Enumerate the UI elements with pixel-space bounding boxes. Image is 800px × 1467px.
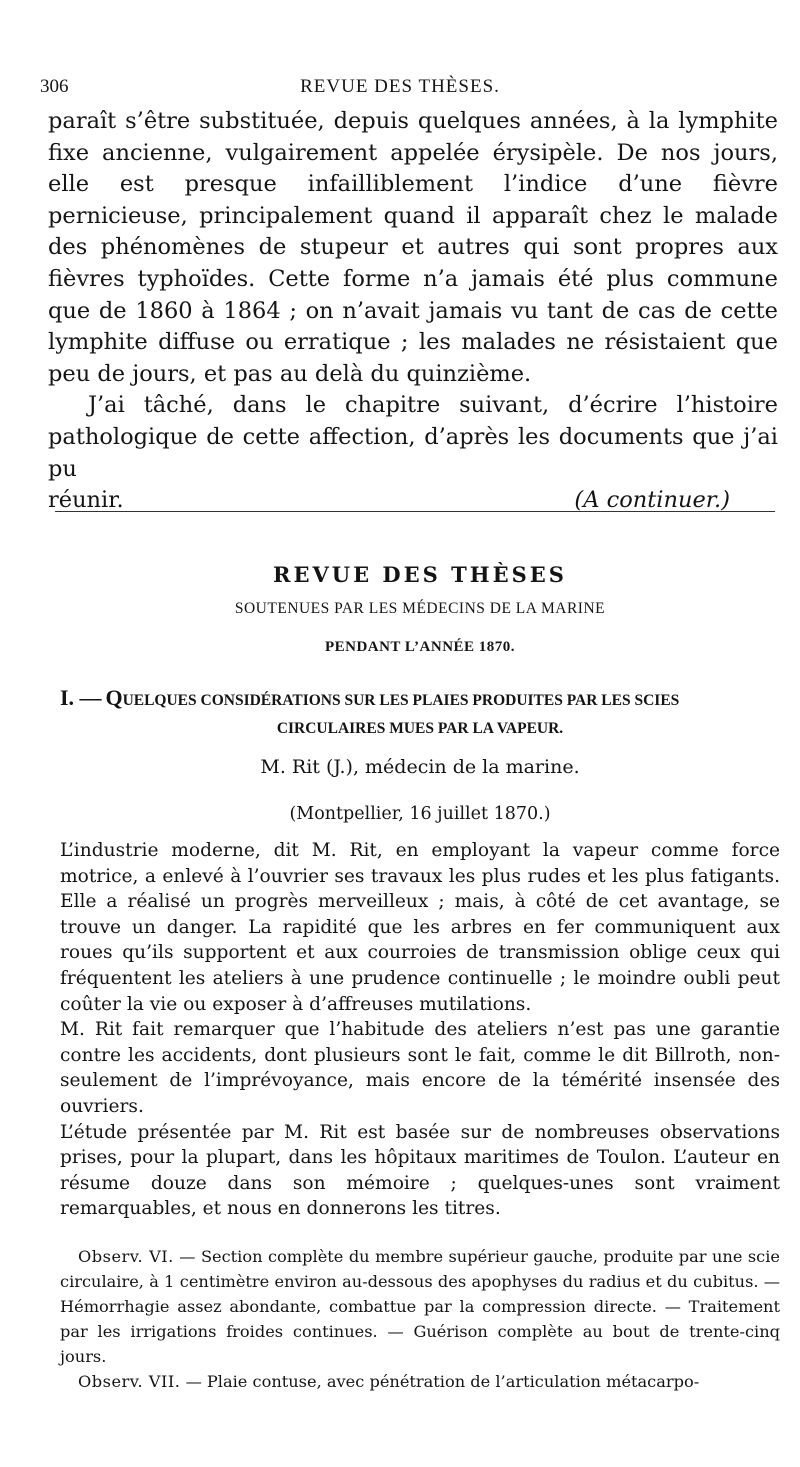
intro-paragraph-2: J’ai tâché, dans le chapitre suivant, d’écrire l’histoire pathologique de cette affection, d’après les documents que j’ai pu (48, 392, 778, 482)
observation-text: — Section complète du membre supérieur gauche, produite par une scie circulaire, à 1 centimètre environ au-dessous des apophyses du radius et du cubitus. — Hémorrhagie assez abondante, combattue par la compression directe. — Traitement par les irrigations froides continues. — Guérison complète au bout de trente-cinq jours. (60, 1247, 780, 1366)
body-paragraph: L’industrie moderne, dit M. Rit, en employant la vapeur comme force motrice, a enlevé à l’ouvrier ses travaux les plus rudes et les plus fatigants. Elle a réalisé un progrès merveilleux ; mais, à côté de cet avantage, se trouve un danger. La rapidité que les arbres en fer communiquent aux roues qu’ils supportent et aux courroies de transmission oblige ceux qui fréquentent les ateliers à une prudence continuelle ; le moindre oubli peut coûter la vie ou exposer à d’affreuses mutilations. (60, 840, 780, 1015)
thesis-number: I. — (60, 685, 102, 710)
intro-paragraph-2-end: réunir. (48, 487, 124, 514)
running-head (40, 76, 760, 102)
continuation-note: (A continuer.) (574, 487, 730, 514)
observation-item (60, 1369, 780, 1394)
intro-text (48, 106, 778, 517)
body-paragraph: L’étude présentée par M. Rit est basée sur de nombreuses observations prises, pour la plupart, dans les hôpitaux maritimes de Toulon. L’auteur en résume douze dans son mémoire ; quelques-unes sont vraiment remarquables, et nous en donnerons les titres. (60, 1121, 780, 1220)
observations (60, 1244, 780, 1394)
running-title: REVUE DES THÈSES. (300, 76, 500, 97)
thesis-author: M. Rit (J.), médecin de la marine. (260, 756, 580, 778)
thesis-title-initial: Q (105, 685, 123, 710)
thesis-title-line-1 (60, 684, 780, 715)
section-title: REVUE DES THÈSES (273, 562, 567, 587)
thesis-title (60, 684, 780, 743)
thesis-title-text-1: UELQUES CONSIDÉRATIONS SUR LES PLAIES PRODUITES PAR LES SCIES (122, 692, 680, 709)
thesis-title-line-2: CIRCULAIRES MUES PAR LA VAPEUR. (276, 720, 564, 737)
thesis-body (60, 838, 780, 1222)
intro-paragraph-1: paraît s’être substituée, depuis quelques années, à la lymphite fixe ancienne, vulgairement appelée érysipèle. De nos jours, elle est presque infailliblement l’indice d’une fièvre pernicieuse, principalement quand il apparaît chez le malade des phénomènes de stupeur et autres qui sont propres aux fièvres typhoïdes. Cette forme n’a jamais été plus commune que de 1860 à 1864 ; on n’avait jamais vu tant de cas de cette lymphite diffuse ou erratique ; les malades ne résistaient que peu de jours, et pas au delà du quinzième. (48, 108, 778, 387)
body-paragraph: M. Rit fait remarquer que l’habitude des ateliers n’est pas une garantie contre les accidents, dont plusieurs sont le fait, comme le dit Billroth, non-seulement de l’imprévoyance, mais encore de la témérité insensée des ouvriers. (60, 1019, 780, 1117)
observation-text: — Plaie contuse, avec pénétration de l’articulation métacarpo- (185, 1372, 700, 1391)
thesis-place-date: (Montpellier, 16 juillet 1870.) (289, 804, 551, 824)
section-year-line: PENDANT L’ANNÉE 1870. (324, 639, 516, 655)
observation-item (60, 1244, 780, 1369)
observation-label: Observ. VI. (78, 1247, 174, 1266)
observation-label: Observ. VII. (78, 1372, 181, 1391)
page-number: 306 (40, 76, 69, 97)
section-divider (55, 511, 775, 512)
section-subtitle: SOUTENUES PAR LES MÉDECINS DE LA MARINE (234, 600, 606, 617)
